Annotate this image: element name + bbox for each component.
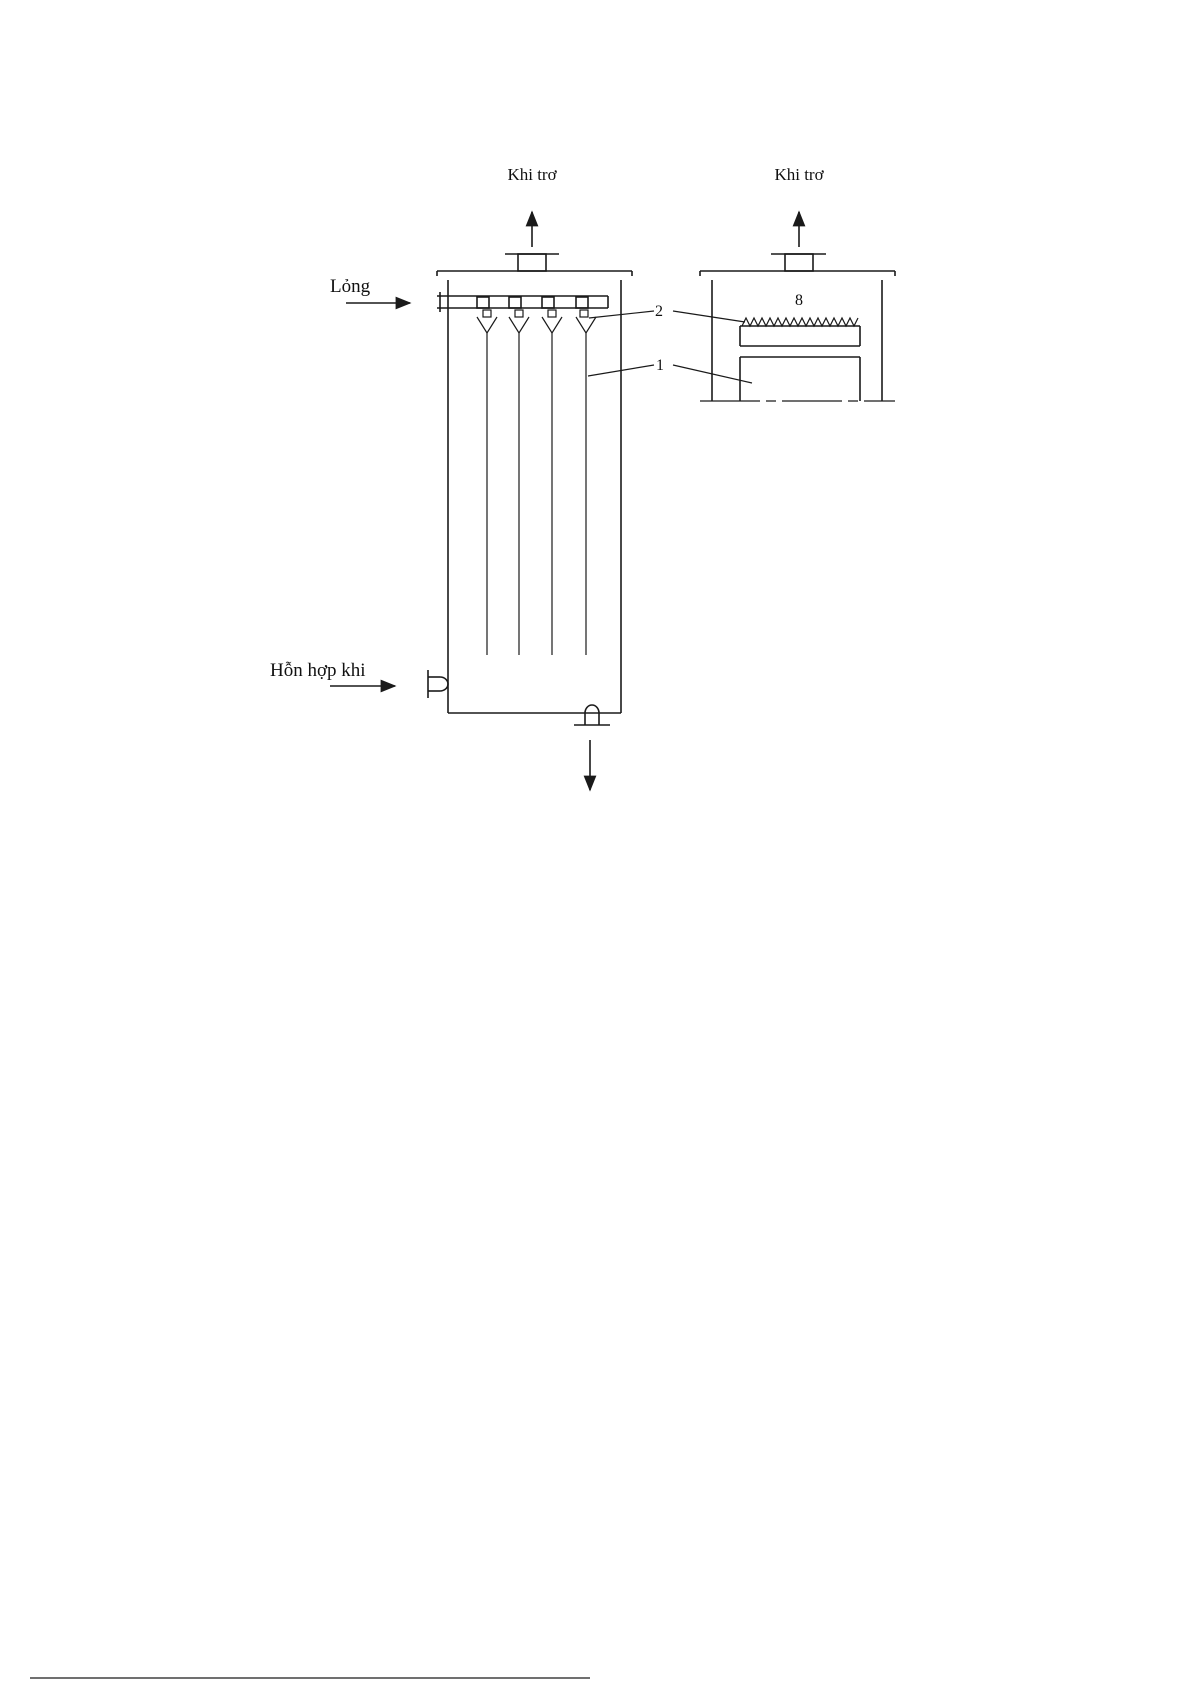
liquid-distributor <box>437 292 608 317</box>
main-column <box>330 212 654 790</box>
tube-holder <box>740 357 860 401</box>
label-top-left-gas: Khi trơ <box>507 165 557 184</box>
tubes <box>477 317 596 655</box>
droplet-symbol: 8 <box>795 292 803 309</box>
sawtooth-plate <box>740 318 860 346</box>
detail-view <box>673 212 895 401</box>
label-gas-mixture-inlet: Hỗn hợp khi <box>270 660 366 681</box>
bottom-outlet-nozzle <box>574 705 610 725</box>
gas-inlet-nozzle <box>428 670 448 698</box>
label-top-right-gas: Khi trơ <box>774 165 824 184</box>
label-liquid-inlet: Lỏng <box>330 276 371 297</box>
label-part-2: 2 <box>655 303 663 320</box>
top-outlet-nozzle <box>505 254 559 271</box>
label-part-1: 1 <box>656 357 664 374</box>
